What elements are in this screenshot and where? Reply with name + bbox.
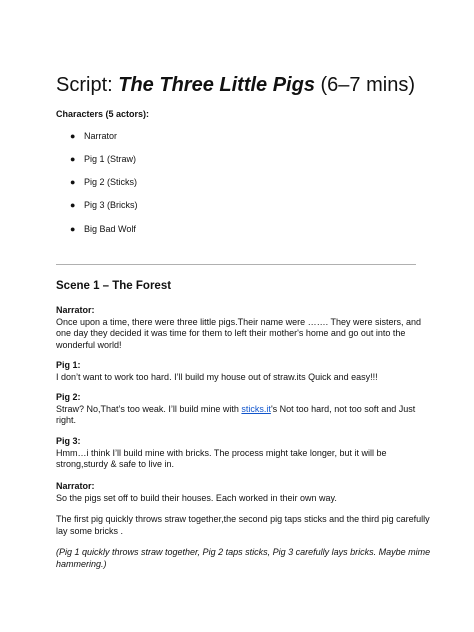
- bullet-icon: ●: [70, 154, 76, 164]
- dialogue-line: I don’t want to work too hard. I’ll build my house out of straw.its Quick and easy!!!: [56, 371, 378, 382]
- dialogue-line: Once upon a time, there were three little pigs.Their name were ……. They were sisters, and: [56, 316, 421, 327]
- speaker-label: Narrator:: [56, 305, 95, 315]
- stage-direction-line: (Pig 1 quickly throws straw together, Pig 2 taps sticks, Pig 3 carefully lays bricks. Maybe mime: [56, 547, 431, 557]
- dialogue-pig-3: [56, 436, 418, 471]
- dialogue-pig-1: [56, 360, 418, 383]
- title-prefix: Script:: [56, 74, 119, 96]
- bullet-icon: ●: [70, 177, 76, 187]
- dialogue-text: Straw? No,That’s too weak. I’ll build mine with: [56, 403, 242, 414]
- action-line: The first pig quickly throws straw together,the second pig taps sticks and the third pig carefully: [56, 514, 430, 524]
- scene-title: Scene 1 – The Forest: [56, 280, 172, 292]
- speaker-label: Narrator:: [56, 481, 95, 491]
- bullet-icon: ●: [70, 200, 76, 210]
- dialogue-line: So the pigs set off to build their houses. Each worked in their own way.: [56, 492, 337, 503]
- dialogue-line: one day they decided it was time for them to left their mother's home and go out into the: [56, 328, 406, 339]
- characters-heading: Characters (5 actors):: [56, 109, 150, 119]
- stage-direction: [56, 547, 431, 570]
- script-title: [56, 74, 415, 97]
- dialogue-pig-2: [56, 392, 418, 427]
- title-duration: (6–7 mins): [314, 74, 415, 96]
- dialogue-narrator-2: [56, 481, 418, 504]
- dialogue-text: 's Not too hard, not too soft and Just: [270, 403, 416, 414]
- sticks-link[interactable]: sticks.it: [241, 403, 271, 414]
- action-line: lay some bricks .: [56, 525, 124, 536]
- title-play-name: The Three Little Pigs: [118, 74, 315, 96]
- action-description: [56, 514, 430, 537]
- speaker-label: Pig 1:: [56, 360, 81, 370]
- bullet-icon: ●: [70, 131, 76, 141]
- speaker-label: Pig 3:: [56, 436, 81, 446]
- stage-direction-line: hammering.): [56, 558, 107, 569]
- dialogue-line: right.: [56, 415, 77, 426]
- section-divider: [56, 264, 416, 265]
- dialogue-line: [56, 404, 418, 416]
- speaker-label: Pig 2:: [56, 392, 81, 402]
- character-name: Narrator: [84, 131, 118, 141]
- character-name: Big Bad Wolf: [84, 224, 136, 234]
- bullet-icon: ●: [70, 224, 76, 234]
- character-name: Pig 3 (Bricks): [84, 200, 138, 210]
- dialogue-narrator-1: [56, 305, 421, 351]
- dialogue-line: wonderful world!: [56, 339, 122, 350]
- character-name: Pig 1 (Straw): [84, 154, 137, 164]
- dialogue-line: Hmm…i think I’ll build mine with bricks. The process might take longer, but it will be: [56, 447, 387, 458]
- character-name: Pig 2 (Sticks): [84, 177, 138, 187]
- dialogue-line: strong,sturdy & safe to live in.: [56, 459, 175, 470]
